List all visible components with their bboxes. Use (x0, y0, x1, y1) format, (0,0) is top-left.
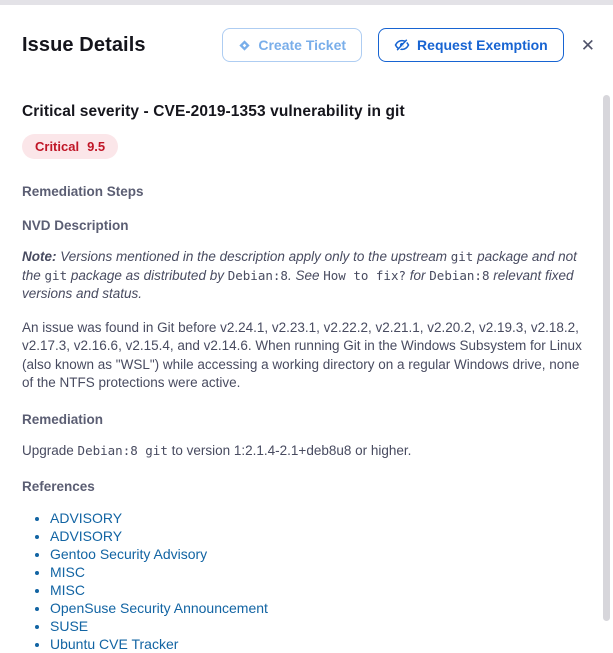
reference-list-item (50, 617, 589, 635)
severity-score: 9.5 (87, 139, 106, 154)
eye-slash-icon (394, 37, 410, 53)
page-title: Issue Details (22, 33, 146, 56)
create-ticket-button[interactable] (222, 28, 362, 62)
references-list (22, 509, 589, 653)
text-span: relevant fixed versions and status. (22, 267, 574, 301)
code-span: Debian:8 (227, 267, 288, 283)
severity-label: Critical (35, 139, 80, 154)
reference-link[interactable]: ADVISORY (50, 510, 123, 526)
text-span: package as distributed by (67, 267, 228, 283)
reference-link[interactable]: ADVISORY (50, 528, 123, 544)
nvd-description-paragraph: An issue was found in Git before v2.24.1, v2.23.1, v2.22.2, v2.21.1, v2.20.2, v2.19.3, v2.18.2, v2.17.3, v2.16.6, v2.15.4, and v2.14.6. When running Git in the Windows Subsystem for Linux (also known as "WSL") while accessing a working directory on a regular Windows drive, none of the NTFS protections were active. (22, 319, 582, 390)
text-span: package and not the (22, 249, 577, 283)
code-span: Debian:8 git (77, 442, 168, 458)
reference-list-item (50, 527, 589, 545)
severity-badge (22, 134, 118, 159)
reference-link[interactable]: Gentoo Security Advisory (50, 546, 208, 562)
nvd-description-heading: NVD Description (22, 218, 129, 233)
diamond-icon (238, 39, 251, 52)
reference-list-item (50, 545, 589, 563)
close-icon[interactable]: ✕ (577, 33, 599, 58)
reference-link[interactable]: MISC (50, 564, 85, 580)
reference-list-item (50, 599, 589, 617)
request-exemption-button[interactable] (378, 28, 564, 62)
remediation-steps-heading: Remediation Steps (22, 184, 144, 199)
request-exemption-label: Request Exemption (417, 37, 548, 53)
text-span: Upgrade (22, 442, 78, 458)
issue-details-header (0, 5, 613, 62)
remediation-heading: Remediation (22, 411, 104, 427)
reference-link[interactable]: OpenSuse Security Announcement (50, 600, 268, 616)
reference-list-item (50, 581, 589, 599)
text-span: . See (287, 267, 324, 283)
note-paragraph (22, 248, 589, 304)
code-span: Debian:8 (429, 267, 490, 283)
text-span: Note: (22, 249, 57, 264)
code-span: How to fix? (323, 267, 407, 283)
remediation-paragraph (22, 442, 589, 461)
reference-link[interactable]: Ubuntu CVE Tracker (50, 636, 179, 652)
reference-link[interactable]: SUSE (50, 618, 89, 634)
code-span: git (44, 267, 68, 283)
create-ticket-label: Create Ticket (258, 37, 347, 53)
issue-details-content (0, 103, 613, 653)
text-span: Versions mentioned in the description apply only to the upstream (56, 249, 451, 264)
vertical-scrollbar-thumb[interactable] (603, 95, 610, 621)
reference-list-item (50, 563, 589, 581)
reference-link[interactable]: MISC (50, 582, 85, 598)
references-heading: References (22, 479, 95, 494)
text-span: for (406, 267, 430, 283)
issue-title: Critical severity - CVE-2019-1353 vulnerability in git (22, 103, 405, 120)
code-span: git (450, 249, 474, 264)
text-span: to version 1:2.1.4-2.1+deb8u8 or higher. (167, 442, 412, 458)
reference-list-item (50, 509, 589, 527)
